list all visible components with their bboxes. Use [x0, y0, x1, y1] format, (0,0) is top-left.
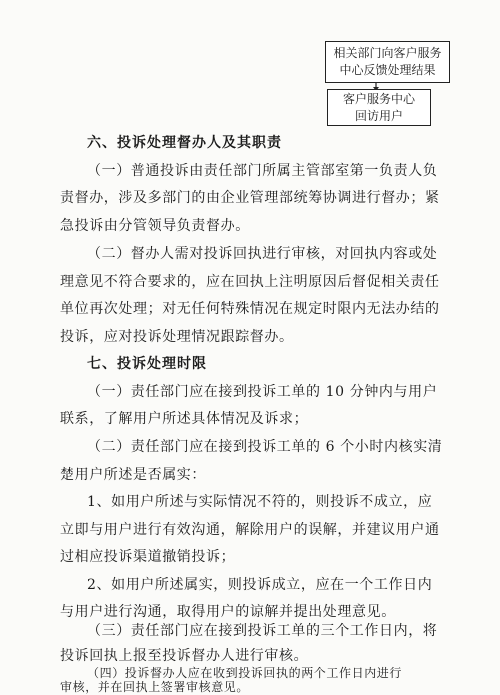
paragraph-line: 投诉，应对投诉处理情况跟踪督办。	[60, 329, 294, 345]
section-heading-7: 七、投诉处理时限	[87, 356, 207, 372]
paragraph-line: 急投诉由分管领导负责督办。	[60, 218, 250, 234]
paragraph-line: 2、如用户所述属实，则投诉成立，应在一个工作日内	[87, 577, 433, 593]
flowchart-box-revisit-line1: 客户服务中心	[342, 92, 415, 106]
paragraph-line: 1、如用户所述与实际情况不符的，则投诉不成立，应	[87, 494, 433, 510]
flowchart-box-feedback-line1: 相关部门向客户服务	[333, 46, 442, 60]
paragraph-line: （一）普通投诉由责任部门所属主管部室第一负责人负	[87, 163, 438, 179]
paragraph-line: 单位再次处理；对无任何特殊情况在规定时限内无法办结的	[60, 301, 440, 317]
paragraph-line: 审核，并在回执上签署审核意见。	[60, 680, 250, 694]
section-heading-6: 六、投诉处理督办人及其职责	[87, 135, 282, 151]
paragraph-line: （三）责任部门应在接到投诉工单的三个工作日内，将	[87, 623, 438, 639]
paragraph-line: 立即与用户进行有效沟通，解除用户的误解，并建议用户通	[60, 522, 440, 538]
paragraph-line: （二）责任部门应在接到投诉工单的 6 个小时内核实清	[87, 439, 443, 455]
paragraph-line: 与用户进行沟通，取得用户的谅解并提出处理意见。	[60, 604, 396, 620]
paragraph-line: 过相应投诉渠道撤销投诉；	[60, 549, 236, 565]
paragraph-line: （四）投诉督办人应在收到投诉回执的两个工作日内进行	[87, 666, 403, 680]
paragraph-line: 投诉回执上报至投诉督办人进行审核。	[60, 648, 309, 664]
paragraph-line: 联系，了解用户所述具体情况及诉求；	[60, 411, 309, 427]
paragraph-line: （一）责任部门应在接到投诉工单的 10 分钟内与用户	[87, 384, 438, 400]
paragraph-line: 理意见不符合要求的，应在回执上注明原因后督促相关责任	[60, 274, 440, 290]
paragraph-line: 责督办，涉及多部门的由企业管理部统筹协调进行督办；紧	[60, 190, 440, 206]
flowchart-box-feedback	[325, 41, 450, 83]
flowchart-box-feedback-line2: 中心反馈处理结果	[339, 63, 436, 77]
paragraph-line: 楚用户所述是否属实：	[60, 467, 206, 483]
flowchart-box-revisit	[327, 89, 431, 126]
paragraph-line: （二）督办人需对投诉回执进行审核，对回执内容或处	[87, 246, 438, 262]
flowchart-box-revisit-line2: 回访用户	[354, 109, 403, 123]
